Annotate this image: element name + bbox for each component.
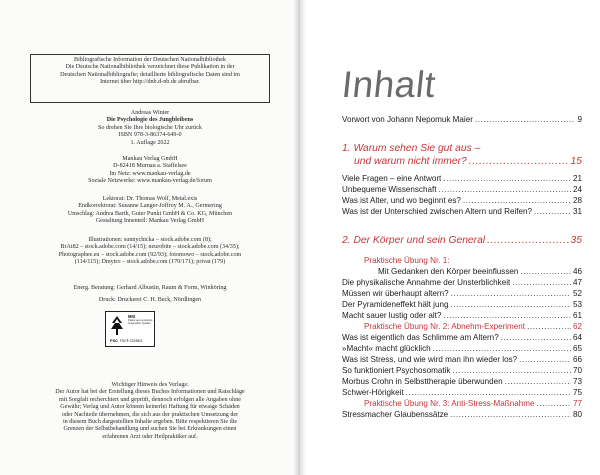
toc-entry-page: 28 xyxy=(572,196,582,205)
toc-entry-label: Was ist der Unterschied zwischen Altern und Reifen? xyxy=(342,207,532,216)
toc-entry-label: Stressmacher Glaubenssätze xyxy=(342,410,449,419)
toc-entry-label: Unbequeme Wissenschaft xyxy=(342,185,437,194)
leader-dots xyxy=(487,235,568,248)
toc-entry-label: Was ist Alter, und wo beginnt es? xyxy=(342,196,461,205)
illustration-line: (114/115); Dmytro – stock.adobe.com (170/171); privat (179) xyxy=(74,259,226,266)
toc-entry-label: Die physikalische Annahme der Unsterblichkeit xyxy=(342,278,511,287)
notice-line: oder Nachteile übernehmen, die sich aus der praktischen Umsetzung der xyxy=(61,411,239,418)
credit-line: Gestaltung Innenteil: Mankau Verlag GmbH xyxy=(95,218,205,225)
credit-line: Endkorrektorat: Susanne Langer-Joffroy M. A., Germering xyxy=(78,203,222,210)
exercise-label: Praktische Übung Nr. 2: Abnehm-Experiment xyxy=(364,322,526,331)
toc-entry-label: »Macht« macht glücklich xyxy=(342,344,431,353)
toc-chapter-2-entries xyxy=(342,255,582,420)
notice-line: Gewähr; Verlag und Autor können keinerlei Haftung für etwaige Schäden xyxy=(60,404,240,411)
energy-line: Energ. Beratung: Gerhard Albustin, Raum & Form, Winhöring xyxy=(73,285,227,291)
exercise-subtitle: Mit Gedanken den Körper beeinflussen xyxy=(378,267,519,276)
leader-dots xyxy=(505,376,571,387)
leader-dots xyxy=(450,299,571,310)
toc-exercise xyxy=(342,321,582,332)
leader-dots xyxy=(438,184,571,195)
toc-entry-page: 77 xyxy=(572,399,582,408)
toc-entry-label: Schwer-Hörigkeit xyxy=(342,388,404,397)
author: Andreas Winter xyxy=(130,110,170,116)
toc-entry xyxy=(342,206,582,217)
leader-dots xyxy=(475,114,576,125)
chapter-page: 35 xyxy=(570,235,582,246)
book-info xyxy=(30,110,270,147)
cip-line: Bibliografische Information der Deutschen Nationalbibliothek xyxy=(74,57,226,63)
leader-dots xyxy=(443,310,571,321)
toc-exercise xyxy=(342,255,582,266)
leader-dots xyxy=(406,387,571,398)
toc-entry xyxy=(342,114,582,125)
book-subtitle: So drehen Sie Ihre biologische Uhr zurück xyxy=(98,124,202,131)
toc-chapter-1-entries xyxy=(342,173,582,217)
print-credit xyxy=(30,297,270,304)
toc-entry-label: Was ist eigentlich das Schlimme am Altern? xyxy=(342,333,499,342)
toc-entry-page: 24 xyxy=(572,185,582,194)
leader-dots xyxy=(452,365,571,376)
exercise-label: Praktische Übung Nr. 3: Anti-Stress-Maßnahme xyxy=(364,399,535,408)
toc-entry-page: 53 xyxy=(572,300,582,309)
toc-exercise xyxy=(342,398,582,409)
toc-entry-page: 66 xyxy=(572,355,582,364)
leader-dots xyxy=(519,354,571,365)
toc-entry xyxy=(342,354,582,365)
toc-entry xyxy=(342,310,582,321)
cip-notice xyxy=(30,57,270,87)
toc-entry-page: 70 xyxy=(572,366,582,375)
toc-entry-label: Vorwort von Johann Nepomuk Maier xyxy=(342,115,473,124)
chapter-page: 15 xyxy=(570,155,582,167)
toc-entry-label: Der Pyramideneffekt hält jung xyxy=(342,300,449,309)
leader-dots xyxy=(534,206,571,217)
imprint-page xyxy=(0,0,298,475)
toc-entry-page: 52 xyxy=(572,289,582,298)
toc-entry xyxy=(342,332,582,343)
toc-entry-label: Morbus Crohn in Selbsttherapie überwunden xyxy=(342,377,503,386)
notice-line: erfahrenen Arzt oder Heilpraktiker auf. xyxy=(102,433,198,440)
book-title: Die Psychologie des Jungbleibens xyxy=(106,117,194,124)
energy-credit xyxy=(30,285,270,292)
credit-line: Umschlag: Andrea Barth, Guter Punkt GmbH & Co. KG, München xyxy=(67,210,233,217)
toc-entry-page: 75 xyxy=(572,388,582,397)
publisher-notice xyxy=(30,382,270,441)
leader-dots xyxy=(537,398,571,409)
toc-preface xyxy=(342,114,582,125)
toc-entry xyxy=(342,277,582,288)
publisher-line: Mankau Verlag GmbH xyxy=(122,156,178,162)
leader-dots xyxy=(520,266,571,277)
print-line: Druck: Druckerei C. H. Beck, Nördlingen xyxy=(98,297,202,303)
editorial-credits xyxy=(30,196,270,226)
fsc-subtext: Papier aus verantwor-tungsvollen Quellen xyxy=(128,319,154,325)
illustration-credits xyxy=(30,237,270,267)
cip-line: Internet über http://dnb.d-nb.de abrufbar. xyxy=(100,79,200,86)
leader-dots xyxy=(433,343,571,354)
toc-entry-page: 47 xyxy=(572,278,582,287)
toc-entry xyxy=(342,343,582,354)
leader-dots xyxy=(527,321,571,332)
exercise-label: Praktische Übung Nr. 1: xyxy=(364,256,450,265)
toc-entry-page: 62 xyxy=(572,322,582,331)
leader-dots xyxy=(512,277,571,288)
toc-entry-label: Müssen wir überhaupt altern? xyxy=(342,289,449,298)
publisher-line: Soziale Netzwerke: www.mankau-verlag.de/forum xyxy=(88,178,212,185)
notice-line: in diesem Buch dargestellten Inhalte ergeben. Bitte respektieren Sie die xyxy=(62,419,238,426)
credit-line: Lektorat: Dr. Thomas Wolf, Metal.exis xyxy=(102,196,198,202)
edition: 1. Auflage 2022 xyxy=(130,139,170,146)
toc-entry-page: 9 xyxy=(577,115,582,124)
notice-line: mit Sorgfalt recherchiert und geprüft, dennoch erfolgen alle Angaben ohne xyxy=(59,396,241,403)
publisher-line: Im Netz: www.mankau-verlag.de xyxy=(109,170,191,177)
fsc-wordmark: FSC xyxy=(110,338,118,343)
chapter-title-line1: 1. Warum sehen Sie gut aus – xyxy=(342,143,481,154)
toc-entry xyxy=(342,288,582,299)
toc-chapter-1-heading xyxy=(342,143,582,168)
toc-entry-label: Macht sauer lustig oder alt? xyxy=(342,311,442,320)
chapter-heading-line xyxy=(342,235,582,248)
toc-entry-page: 80 xyxy=(572,410,582,419)
toc-entry xyxy=(342,376,582,387)
chapter-heading-line xyxy=(342,156,582,169)
notice-line: Grenzen der Selbstbehandlung und suchen Sie bei Erkrankungen einen xyxy=(63,426,237,433)
book-gutter xyxy=(292,0,306,475)
leader-dots xyxy=(443,173,571,184)
toc-entry-label: Viele Fragen – eine Antwort xyxy=(342,174,442,183)
leader-dots xyxy=(501,332,571,343)
fsc-mix: MIX xyxy=(128,314,136,319)
toc-entry xyxy=(342,184,582,195)
illustration-line: Illustrationen: sunnychicka – stock.adobe.com (8); xyxy=(88,237,212,243)
toc-entry-label: So funktioniert Psychosomatik xyxy=(342,366,451,375)
cip-line: Die Deutsche Nationalbibliothek verzeichnet diese Publikation in der xyxy=(65,64,235,71)
toc-entry-page: 64 xyxy=(572,333,582,342)
leader-dots xyxy=(463,195,571,206)
toc-entry-label: Was ist Stress, und wie wird man ihn wieder los? xyxy=(342,355,518,364)
toc-entry-page: 46 xyxy=(572,267,582,276)
chapter-title-line2: und warum nicht immer? xyxy=(354,155,467,167)
notice-heading: Wichtiger Hinweis des Verlags: xyxy=(111,382,189,388)
fsc-code: FSC® C019821 xyxy=(120,339,143,343)
cip-line: Deutschen Nationalbibliografie; detaillierte bibliografische Daten sind im xyxy=(60,71,240,78)
toc-entry xyxy=(342,173,582,184)
notice-line: Der Autor hat bei der Erstellung dieses Buches Informationen und Ratschläge xyxy=(55,389,245,396)
chapter-title-line1: 2. Der Körper und sein General xyxy=(342,235,486,246)
toc-entry-page: 73 xyxy=(572,377,582,386)
toc-entry xyxy=(342,387,582,398)
leader-dots xyxy=(469,156,569,169)
toc-entry-page: 21 xyxy=(572,174,582,183)
toc-chapter-2-heading xyxy=(342,235,582,248)
toc-title: Inhalt xyxy=(339,64,438,105)
toc-entry-page: 31 xyxy=(572,207,582,216)
isbn: ISBN 978-3-86374-649-0 xyxy=(118,132,182,139)
toc-entry xyxy=(342,195,582,206)
illustration-line: BrAt82 – stock.adobe.com (14/15); neurobite – stock.adobe.com (34/35); xyxy=(60,244,240,251)
leader-dots xyxy=(450,409,571,420)
fsc-tree-icon xyxy=(110,315,124,337)
leader-dots xyxy=(451,288,571,299)
publisher-info xyxy=(30,156,270,186)
toc-entry-page: 65 xyxy=(572,344,582,353)
illustration-line: Photographee.eu – stock.adobe.com (92/93); fotomowo – stock.adobe.com xyxy=(58,251,242,258)
toc-entry xyxy=(342,409,582,420)
chapter-heading-line xyxy=(342,143,582,156)
toc-entry-page: 61 xyxy=(572,311,582,320)
toc-entry xyxy=(342,299,582,310)
fsc-label xyxy=(105,311,155,347)
toc-entry xyxy=(342,365,582,376)
toc-entry xyxy=(342,266,582,277)
publisher-line: D-82418 Murnau a. Staffelsee xyxy=(113,163,187,170)
